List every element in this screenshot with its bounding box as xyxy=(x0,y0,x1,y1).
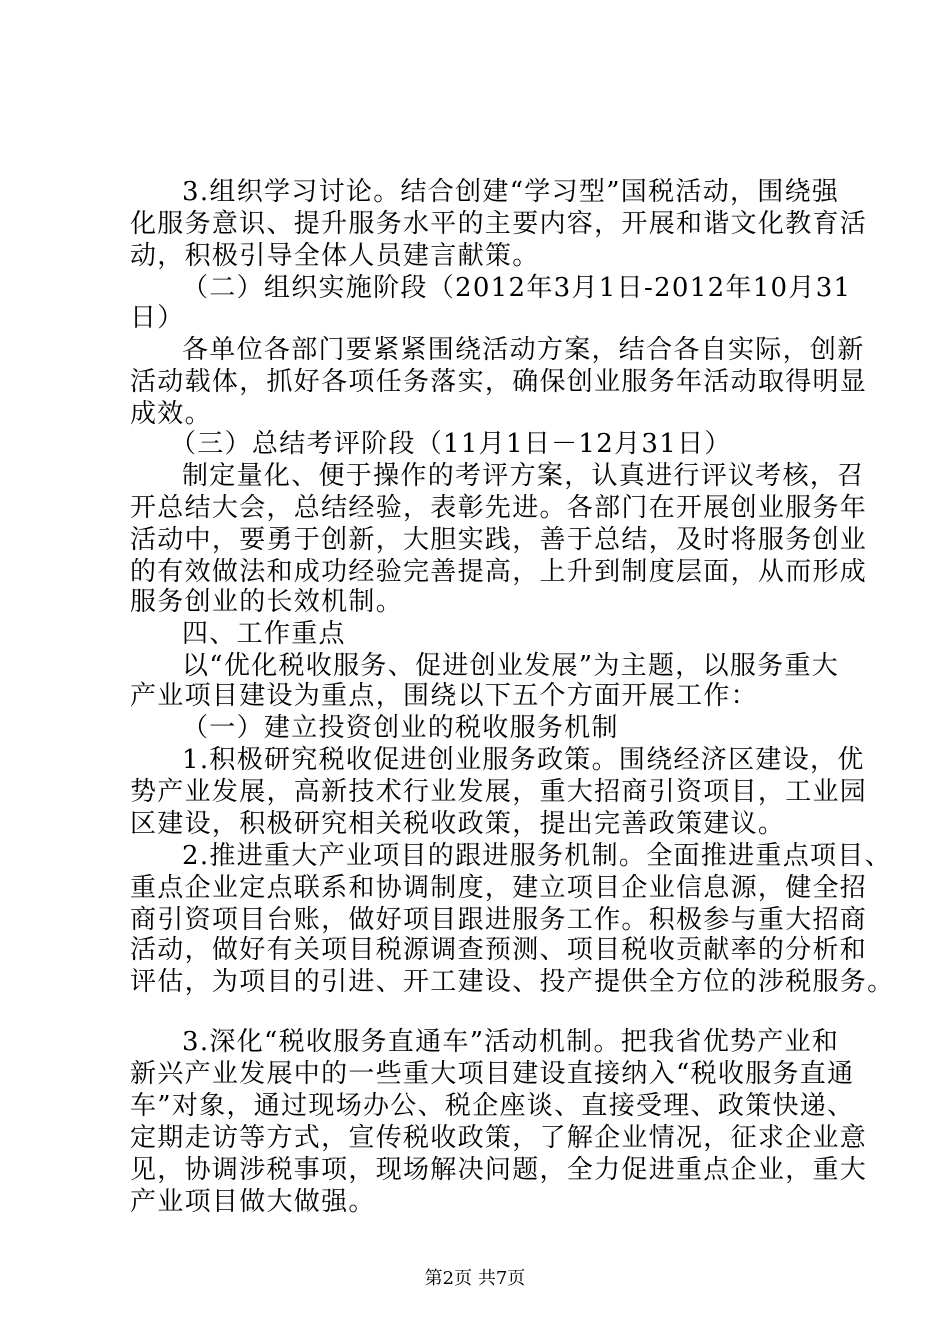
text-line: 2.推进重大产业项目的跟进服务机制。全面推进重点项目、 xyxy=(182,841,892,871)
text-line: 制定量化、便于操作的考评方案，认真进行评议考核，召 xyxy=(182,461,865,491)
text-line: 开总结大会，总结经验，表彰先进。各部门在开展创业服务年 xyxy=(130,493,868,523)
text-line: 化服务意识、提升服务水平的主要内容，开展和谐文化教育活 xyxy=(130,209,868,239)
text-line: 1.积极研究税收促进创业服务政策。围绕经济区建设，优 xyxy=(182,745,865,775)
text-line: 服务创业的长效机制。 xyxy=(130,587,404,617)
section-heading: 四、工作重点 xyxy=(182,619,346,649)
text-line: 产业项目建设为重点，围绕以下五个方面开展工作： xyxy=(130,681,758,711)
text-line: 活动中，要勇于创新，大胆实践，善于总结，及时将服务创业 xyxy=(130,525,868,555)
text-line: 产业项目做大做强。 xyxy=(130,1187,376,1217)
text-line: 的有效做法和成功经验完善提高，上升到制度层面，从而形成 xyxy=(130,557,868,587)
text-line: 3.深化“税收服务直通车”活动机制。把我省优势产业和 xyxy=(182,1027,840,1057)
text-line: 以“优化税收服务、促进创业发展”为主题，以服务重大 xyxy=(182,651,840,681)
text-line: 各单位各部门要紧紧围绕活动方案，结合各自实际，创新 xyxy=(182,335,865,365)
text-line: 动，积极引导全体人员建言献策。 xyxy=(130,241,540,271)
text-line: 成效。 xyxy=(130,399,212,429)
text-line: 重点企业定点联系和协调制度，建立项目企业信息源，健全招 xyxy=(130,873,868,903)
text-line: 定期走访等方式，宣传税收政策，了解企业情况，征求企业意 xyxy=(130,1123,868,1153)
text-line: 日） xyxy=(130,303,185,333)
section-heading: （三）总结考评阶段（11月1日－12月31日） xyxy=(170,429,732,459)
text-line: 新兴产业发展中的一些重大项目建设直接纳入“税收服务直通 xyxy=(130,1059,855,1089)
page-number-footer: 第2页 共7页 xyxy=(424,1268,526,1289)
text-line: 见，协调涉税事项，现场解决问题，全力促进重点企业，重大 xyxy=(130,1155,868,1185)
text-line: 区建设，积极研究相关税收政策，提出完善政策建议。 xyxy=(130,809,786,839)
section-heading: （一）建立投资创业的税收服务机制 xyxy=(182,713,619,743)
text-line: 评估，为项目的引进、开工建设、投产提供全方位的涉税服务。 xyxy=(130,967,895,997)
text-line: 车”对象，通过现场办公、税企座谈、直接受理、政策快递、 xyxy=(130,1091,855,1121)
text-line: 势产业发展，高新技术行业发展，重大招商引资项目，工业园 xyxy=(130,777,868,807)
text-line: 3.组织学习讨论。结合创建“学习型”国税活动，围绕强 xyxy=(182,177,840,207)
text-line: 活动，做好有关项目税源调查预测、项目税收贡献率的分析和 xyxy=(130,935,868,965)
text-line: 商引资项目台账，做好项目跟进服务工作。积极参与重大招商 xyxy=(130,905,868,935)
text-line: 活动载体，抓好各项任务落实，确保创业服务年活动取得明显 xyxy=(130,367,868,397)
section-heading: （二）组织实施阶段（2012年3月1日-2012年10月31 xyxy=(182,273,852,303)
